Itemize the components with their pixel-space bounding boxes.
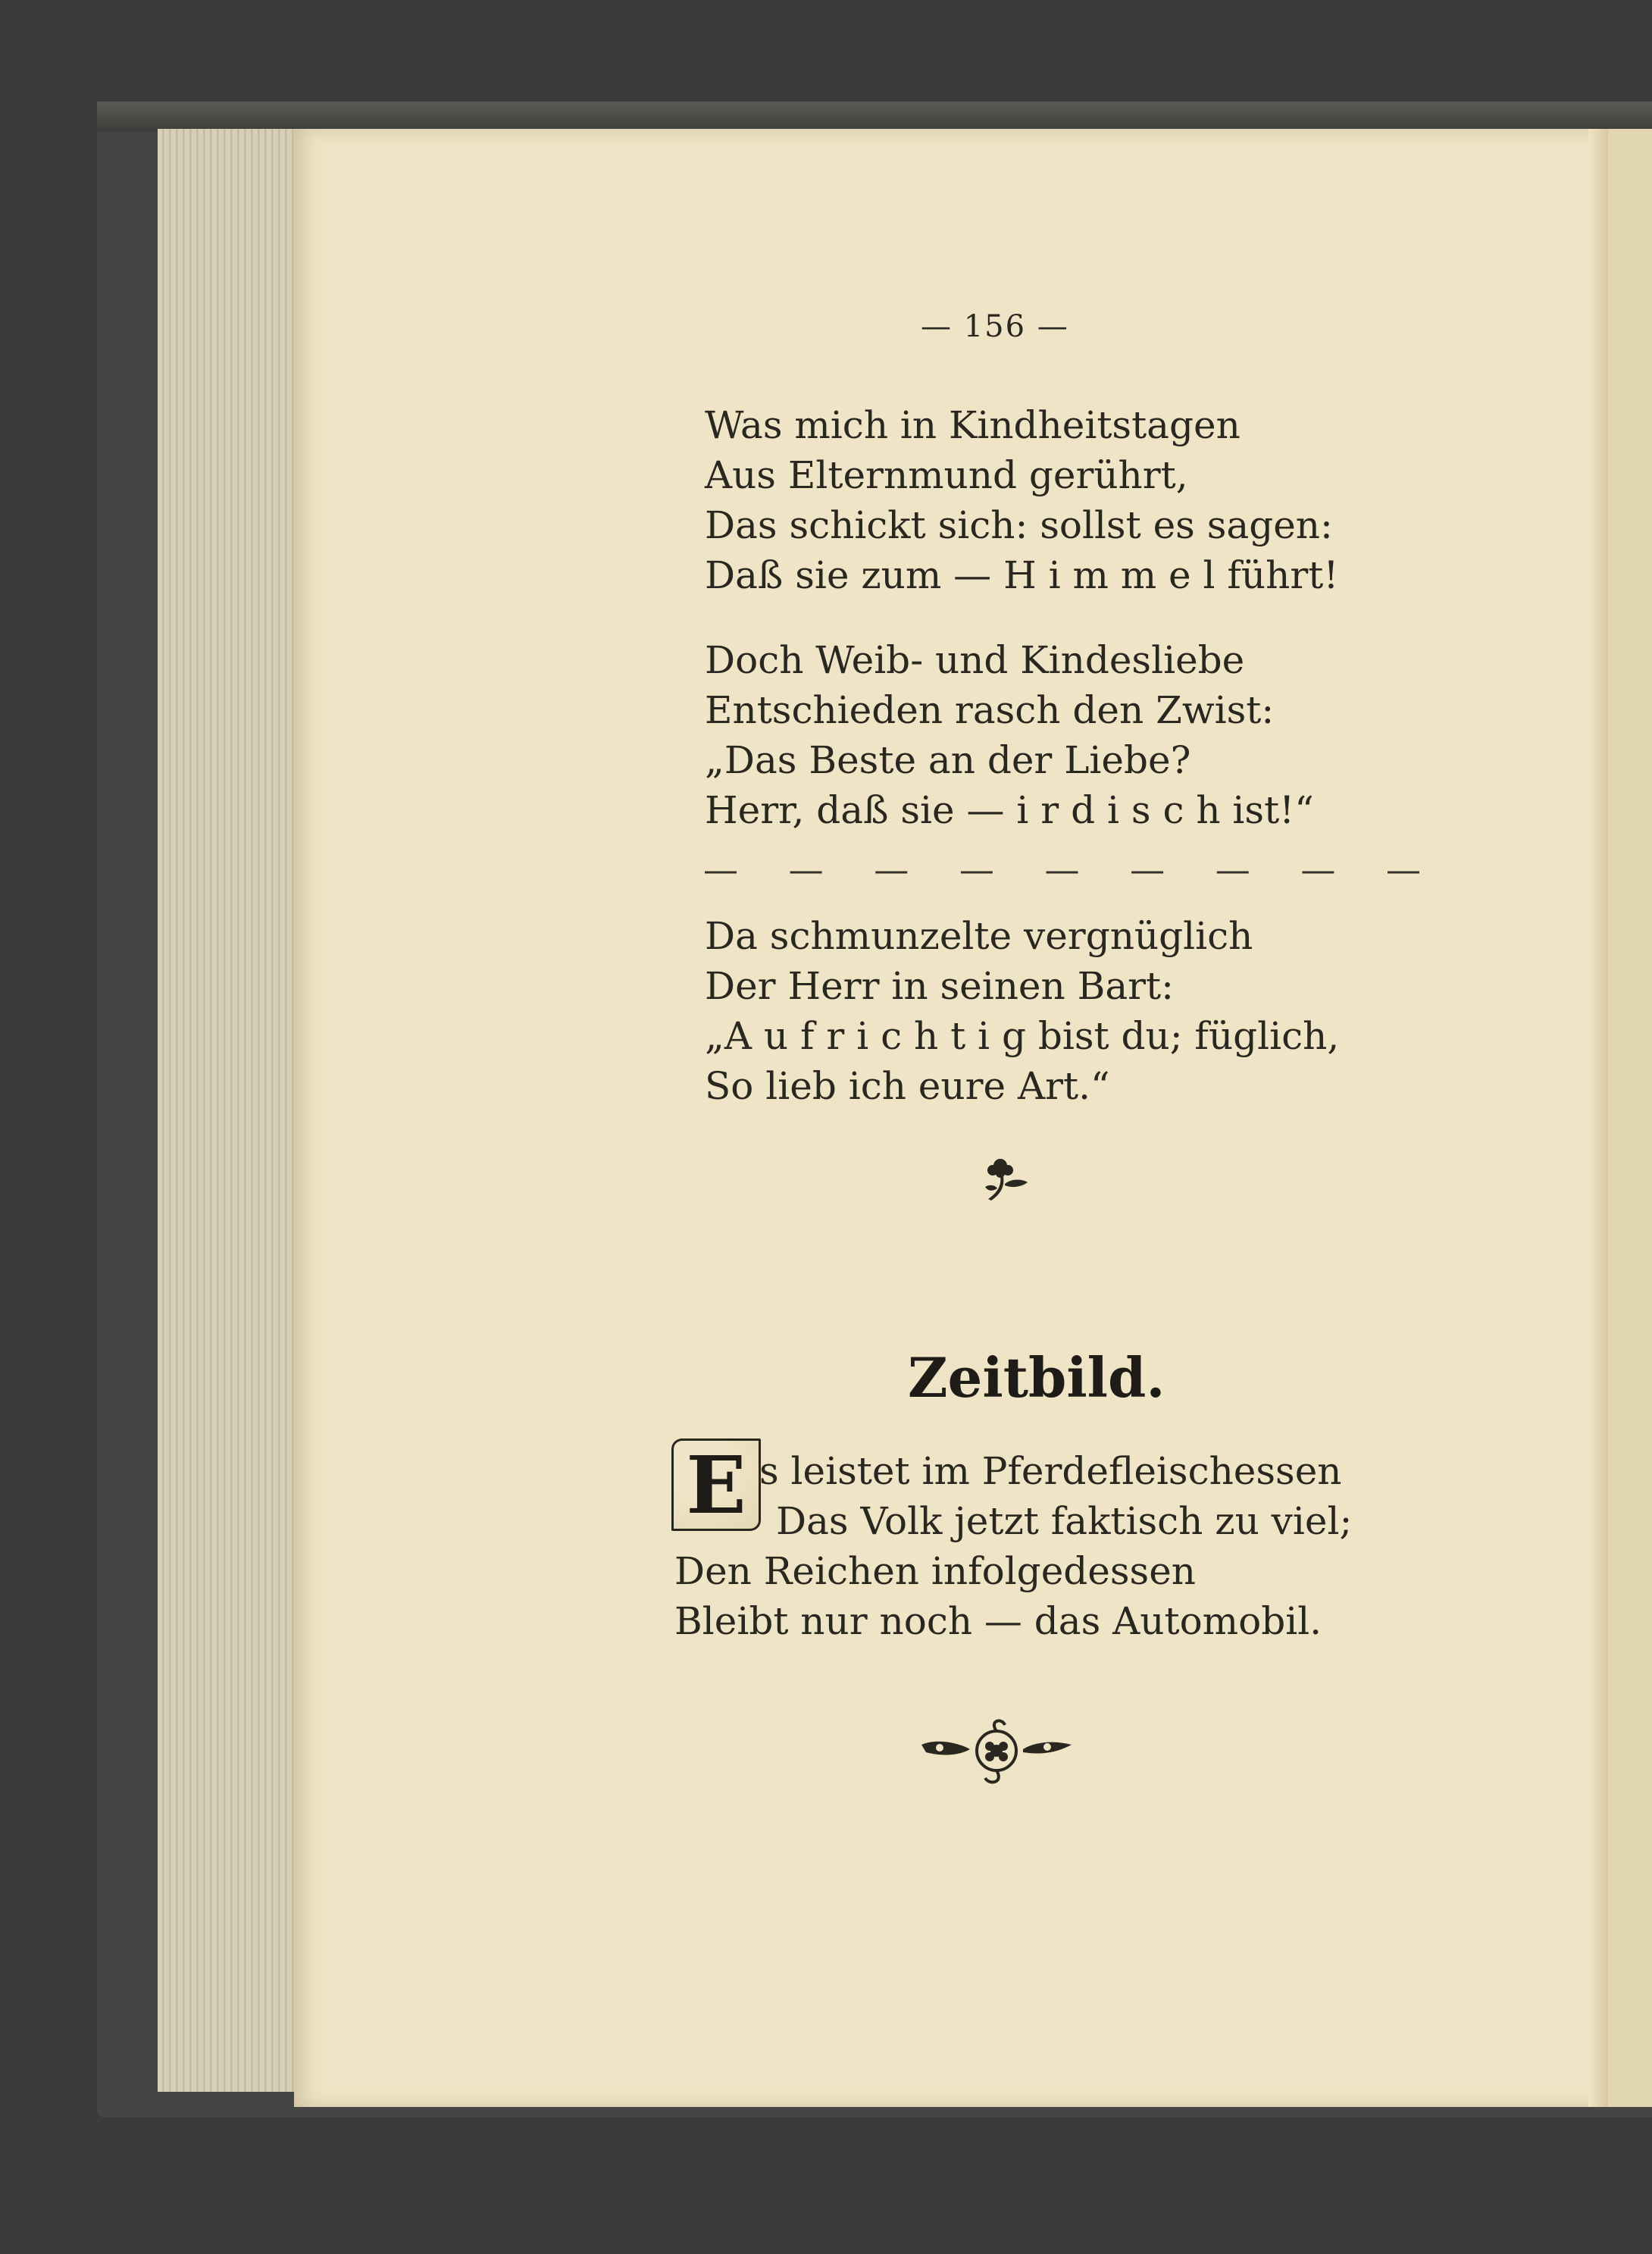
poem2-line-1: s leistet im Pferdefleischessen xyxy=(759,1449,1342,1493)
page-number: — 156 — xyxy=(921,309,1069,344)
poem2-line-3: Den Reichen infolgedessen xyxy=(674,1549,1196,1593)
next-page-edge xyxy=(1608,129,1652,2107)
poem2-line-2: Das Volk jetzt faktisch zu viel; xyxy=(776,1499,1353,1543)
page-fold xyxy=(1588,129,1608,2107)
poem2-line-4: Bleibt nur noch — das Automobil. xyxy=(674,1599,1322,1643)
stanza3-line-1: Da schmunzelte vergnüglich xyxy=(705,914,1253,958)
stanza1-line-3: Das schickt sich: sollst es sagen: xyxy=(705,503,1333,547)
flower-vignette-icon xyxy=(975,1154,1035,1207)
stanza2-line-1: Doch Weib- und Kindesliebe xyxy=(705,638,1245,682)
stanza3-line-4: So lieb ich eure Art.“ xyxy=(705,1064,1110,1108)
stanza3-line-3: „A u f r i c h t i g bist du; füglich, xyxy=(705,1014,1340,1058)
stanza1-line-4: Daß sie zum — H i m m e l führt! xyxy=(705,553,1339,597)
floral-tailpiece-icon xyxy=(917,1714,1076,1790)
stanza3-line-2: Der Herr in seinen Bart: xyxy=(705,964,1174,1008)
page-edges xyxy=(158,129,294,2092)
stanza2-line-3: „Das Beste an der Liebe? xyxy=(705,738,1191,782)
cover-top-edge xyxy=(97,102,1652,132)
stanza1-line-1: Was mich in Kindheitstagen xyxy=(705,403,1241,447)
stanza2-line-4: Herr, daß sie — i r d i s c h ist!“ xyxy=(705,788,1314,832)
separator-dashes: — — — — — — — — — xyxy=(703,849,1441,890)
stanza1-line-2: Aus Elternmund gerührt, xyxy=(705,453,1188,497)
stanza2-line-2: Entschieden rasch den Zwist: xyxy=(705,688,1275,732)
drop-cap: E xyxy=(671,1438,761,1531)
poem-title: Zeitbild. xyxy=(908,1345,1165,1410)
